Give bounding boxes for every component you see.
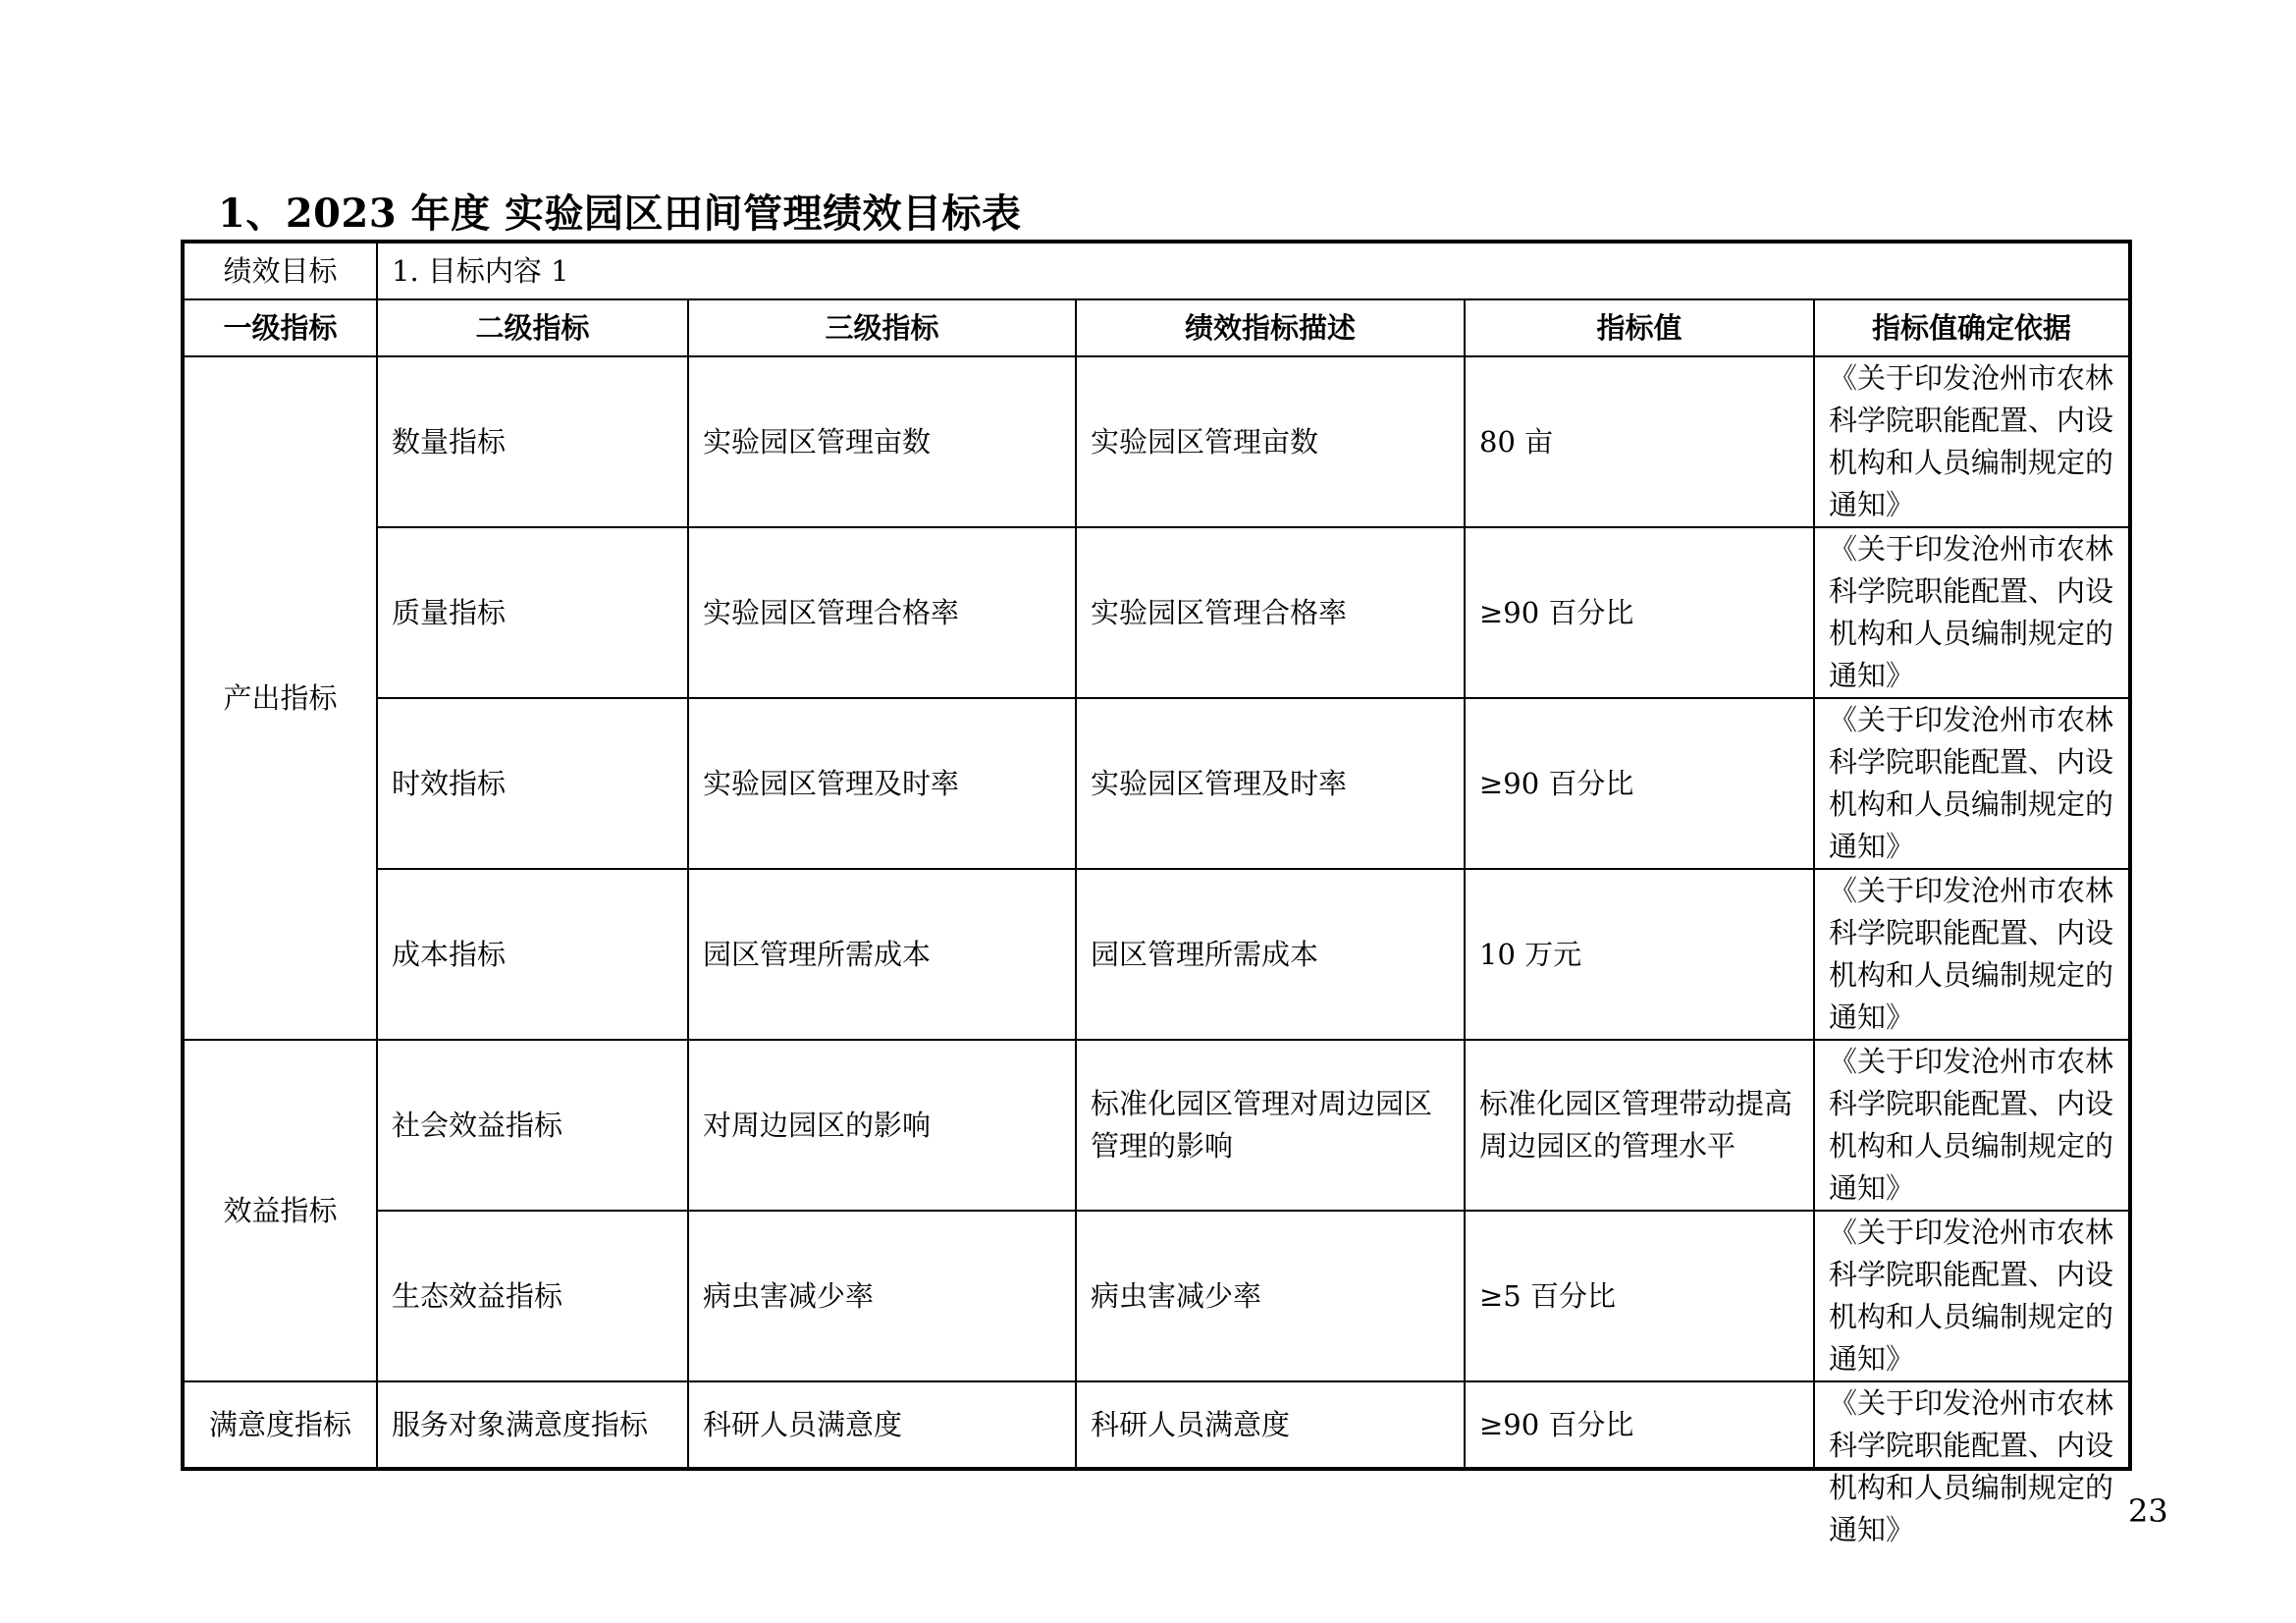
value-cell: ≥90 百分比 <box>1465 1381 1814 1468</box>
level3-cell: 园区管理所需成本 <box>688 869 1076 1040</box>
value-cell: ≥5 百分比 <box>1465 1211 1814 1381</box>
description-cell: 科研人员满意度 <box>1076 1381 1465 1468</box>
basis-cell <box>1814 1381 2129 1546</box>
value-cell: ≥90 百分比 <box>1465 698 1814 869</box>
basis-cell: 《关于印发沧州市农林科学院职能配置、内设机构和人员编制规定的通知》 <box>1814 1040 2129 1211</box>
level3-cell: 实验园区管理亩数 <box>688 356 1076 527</box>
level1-cell: 满意度指标 <box>184 1381 377 1468</box>
level3-cell: 科研人员满意度 <box>688 1381 1076 1468</box>
header-level3: 三级指标 <box>688 299 1076 356</box>
level2-cell: 质量指标 <box>377 527 688 698</box>
description-cell: 实验园区管理亩数 <box>1076 356 1465 527</box>
table-row <box>184 1040 2129 1211</box>
level2-cell: 生态效益指标 <box>377 1211 688 1381</box>
header-level2: 二级指标 <box>377 299 688 356</box>
goal-label: 绩效目标 <box>184 243 377 299</box>
table-row <box>184 356 2129 527</box>
description-cell: 实验园区管理合格率 <box>1076 527 1465 698</box>
level3-cell: 实验园区管理合格率 <box>688 527 1076 698</box>
goal-row <box>184 243 2129 299</box>
level2-cell: 成本指标 <box>377 869 688 1040</box>
level3-cell: 病虫害减少率 <box>688 1211 1076 1381</box>
performance-table <box>183 242 2130 1546</box>
level3-cell: 实验园区管理及时率 <box>688 698 1076 869</box>
level1-cell: 效益指标 <box>184 1040 377 1381</box>
value-cell: 标准化园区管理带动提高周边园区的管理水平 <box>1465 1040 1814 1211</box>
description-cell: 园区管理所需成本 <box>1076 869 1465 1040</box>
table-row <box>184 869 2129 1040</box>
table-row <box>184 698 2129 869</box>
description-cell: 标准化园区管理对周边园区管理的影响 <box>1076 1040 1465 1211</box>
level3-cell: 对周边园区的影响 <box>688 1040 1076 1211</box>
level1-cell: 产出指标 <box>184 356 377 1040</box>
description-cell: 病虫害减少率 <box>1076 1211 1465 1381</box>
header-value: 指标值 <box>1465 299 1814 356</box>
basis-cell: 《关于印发沧州市农林科学院职能配置、内设机构和人员编制规定的通知》 <box>1814 698 2129 869</box>
value-cell: ≥90 百分比 <box>1465 527 1814 698</box>
description-cell: 实验园区管理及时率 <box>1076 698 1465 869</box>
basis-cell: 《关于印发沧州市农林科学院职能配置、内设机构和人员编制规定的通知》 <box>1814 527 2129 698</box>
header-basis: 指标值确定依据 <box>1814 299 2129 356</box>
header-level1: 一级指标 <box>184 299 377 356</box>
table-row <box>184 1381 2129 1468</box>
basis-cell-text: 《关于印发沧州市农林科学院职能配置、内设机构和人员编制规定的通知》 <box>1829 1386 2114 1546</box>
value-cell: 80 亩 <box>1465 356 1814 527</box>
basis-cell: 《关于印发沧州市农林科学院职能配置、内设机构和人员编制规定的通知》 <box>1814 356 2129 527</box>
basis-cell: 《关于印发沧州市农林科学院职能配置、内设机构和人员编制规定的通知》 <box>1814 1211 2129 1381</box>
header-description: 绩效指标描述 <box>1076 299 1465 356</box>
table-row <box>184 527 2129 698</box>
level2-cell: 数量指标 <box>377 356 688 527</box>
goal-content: 1. 目标内容 1 <box>377 243 2129 299</box>
table-row <box>184 1211 2129 1381</box>
level2-cell: 时效指标 <box>377 698 688 869</box>
basis-cell: 《关于印发沧州市农林科学院职能配置、内设机构和人员编制规定的通知》 <box>1814 869 2129 1040</box>
page-number: 23 <box>2128 1492 2168 1530</box>
level2-cell: 社会效益指标 <box>377 1040 688 1211</box>
header-row <box>184 299 2129 356</box>
page-title: 1、2023 年度 实验园区田间管理绩效目标表 <box>218 190 1022 237</box>
level2-cell: 服务对象满意度指标 <box>377 1381 688 1468</box>
value-cell: 10 万元 <box>1465 869 1814 1040</box>
